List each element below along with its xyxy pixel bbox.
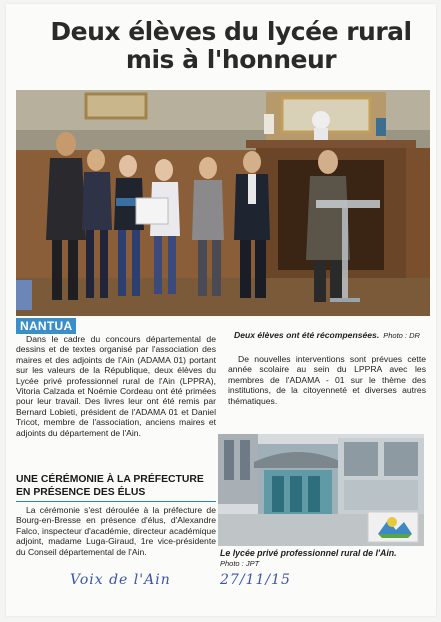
ceremony-photo-illustration: [16, 90, 430, 316]
ceremony-photo: [16, 90, 430, 316]
subheading-rule: [16, 501, 216, 502]
school-building-photo: [218, 434, 424, 546]
newspaper-clipping: [6, 4, 436, 616]
school-photo-credit: Photo : JPT: [220, 559, 260, 568]
school-building-illustration: [218, 434, 424, 546]
photo-caption-text: Deux élèves ont été récompensées.: [234, 330, 380, 340]
article-paragraph-3: La cérémonie s'est déroulée à la préfecture de Bourg-en-Bresse en présence d'élus, d'Alexandre Falco, inspecteur d'académie, directeur académique adjoint, madame Luga-Giraud, 1re vice-présidente du Conseil départemental de l'Ain.: [16, 505, 216, 557]
section-kicker: NANTUA: [16, 318, 76, 334]
article-paragraph-2: De nouvelles interventions sont prévues cette année scolaire au sein du LPPRA avec les membres de l'ADAMA - 01 sur le thème des institutions, de la citoyenneté et diverses autres thématiques.: [228, 354, 426, 406]
handwritten-date: 27/11/15: [220, 572, 291, 588]
article-paragraph-1: Dans le cadre du concours départemental de dessins et de textes organisé par l'association des maires et des adjoints de l'Ain (ADAMA 01) portant sur les valeurs de la République, deux élèves du Lycée privé professionnel rural de l'Ain (LPPRA), Vitoria Calzada et Noémie Cordeau ont été primées pour leur travail. Des livres leur ont été remis par Bernard Lobieti, président de l'ADAMA 01 et Daniel Tricot, membre de l'association, anciens maires et adjoints du département de l'Ain.: [16, 334, 216, 438]
school-photo-caption: [220, 548, 430, 568]
photo-credit: Photo : DR: [383, 331, 420, 340]
photo-caption: [234, 330, 434, 340]
school-photo-caption-text: Le lycée privé professionnel rural de l'Ain.: [220, 548, 397, 558]
headline-line-2: mis à l'honneur: [125, 45, 337, 74]
headline-line-1: Deux élèves du lycée rural: [50, 17, 412, 46]
handwritten-source: Voix de l'Ain: [70, 572, 171, 588]
article-headline: [26, 18, 436, 74]
article-subheading: UNE CÉRÉMONIE À LA PRÉFECTURE EN PRÉSENCE DES ÉLUS: [16, 474, 204, 498]
